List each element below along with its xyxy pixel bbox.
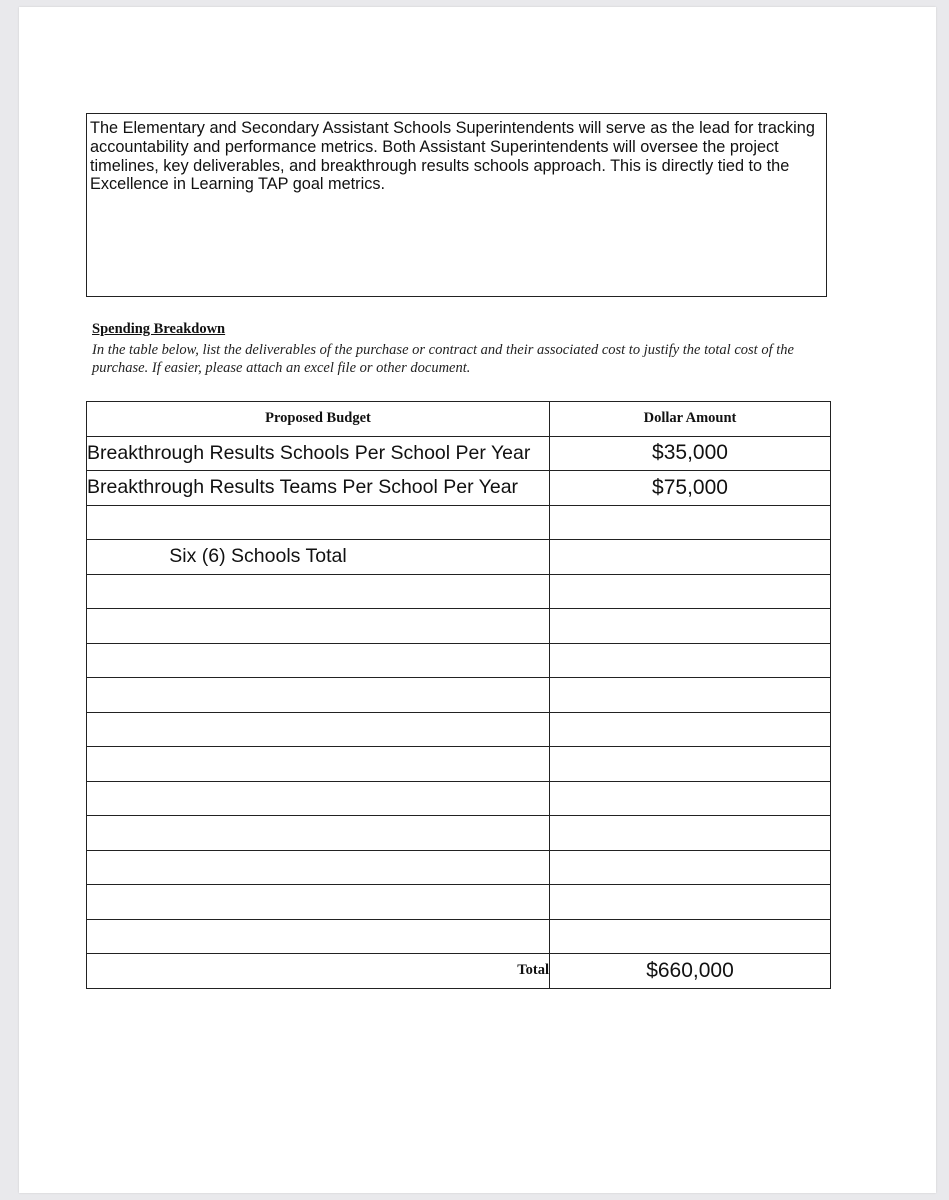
empty-cell <box>87 816 550 851</box>
empty-cell <box>87 850 550 885</box>
empty-cell <box>550 919 831 954</box>
empty-cell <box>550 574 831 609</box>
empty-cell <box>87 712 550 747</box>
table-header-row <box>87 402 831 437</box>
row-amount <box>550 505 831 540</box>
table-row <box>87 850 831 885</box>
description-text: The Elementary and Secondary Assistant Schools Superintendents will serve as the lead for tracking accountability and performance metrics. Both Assistant Superintendents will oversee the project timelines, key deliverables, and breakthrough results schools approach. This is directly tied to the Excellence in Learning TAP goal metrics. <box>90 119 815 194</box>
table-row <box>87 436 831 471</box>
spending-instructions: In the table below, list the deliverables of the purchase or contract and their associated cost to justify the total cost of the purchase. If easier, please attach an excel file or other document. <box>92 342 794 376</box>
row-item <box>87 505 550 540</box>
table-row <box>87 643 831 678</box>
empty-cell <box>550 816 831 851</box>
row-amount: $75,000 <box>550 471 831 506</box>
empty-cell <box>550 850 831 885</box>
table-row <box>87 816 831 851</box>
row-item: Breakthrough Results Teams Per School Per Year <box>87 471 550 506</box>
table-row <box>87 747 831 782</box>
header-dollar-amount: Dollar Amount <box>550 402 831 437</box>
empty-cell <box>87 609 550 644</box>
total-label: Total <box>87 954 550 989</box>
header-proposed-budget: Proposed Budget <box>87 402 550 437</box>
description-box <box>86 113 827 297</box>
row-item: Six (6) Schools Total <box>87 540 550 575</box>
empty-cell <box>87 919 550 954</box>
row-amount: $35,000 <box>550 436 831 471</box>
empty-cell <box>87 678 550 713</box>
table-row <box>87 781 831 816</box>
empty-cell <box>87 643 550 678</box>
empty-cell <box>550 885 831 920</box>
empty-cell <box>87 781 550 816</box>
spending-breakdown-title: Spending Breakdown <box>92 321 226 337</box>
table-row <box>87 540 831 575</box>
empty-cell <box>550 609 831 644</box>
row-amount <box>550 540 831 575</box>
table-row <box>87 919 831 954</box>
table-row <box>87 609 831 644</box>
empty-cell <box>550 678 831 713</box>
empty-cell <box>550 747 831 782</box>
empty-cell <box>87 885 550 920</box>
table-row <box>87 678 831 713</box>
empty-cell <box>550 712 831 747</box>
empty-cell <box>87 574 550 609</box>
table-row <box>87 712 831 747</box>
empty-cell <box>87 747 550 782</box>
table-row <box>87 574 831 609</box>
table-row <box>87 471 831 506</box>
table-row <box>87 505 831 540</box>
budget-table <box>86 401 831 989</box>
row-item: Breakthrough Results Schools Per School Per Year <box>87 436 550 471</box>
empty-cell <box>550 781 831 816</box>
total-row <box>87 954 831 989</box>
table-row <box>87 885 831 920</box>
empty-cell <box>550 643 831 678</box>
total-amount: $660,000 <box>550 954 831 989</box>
